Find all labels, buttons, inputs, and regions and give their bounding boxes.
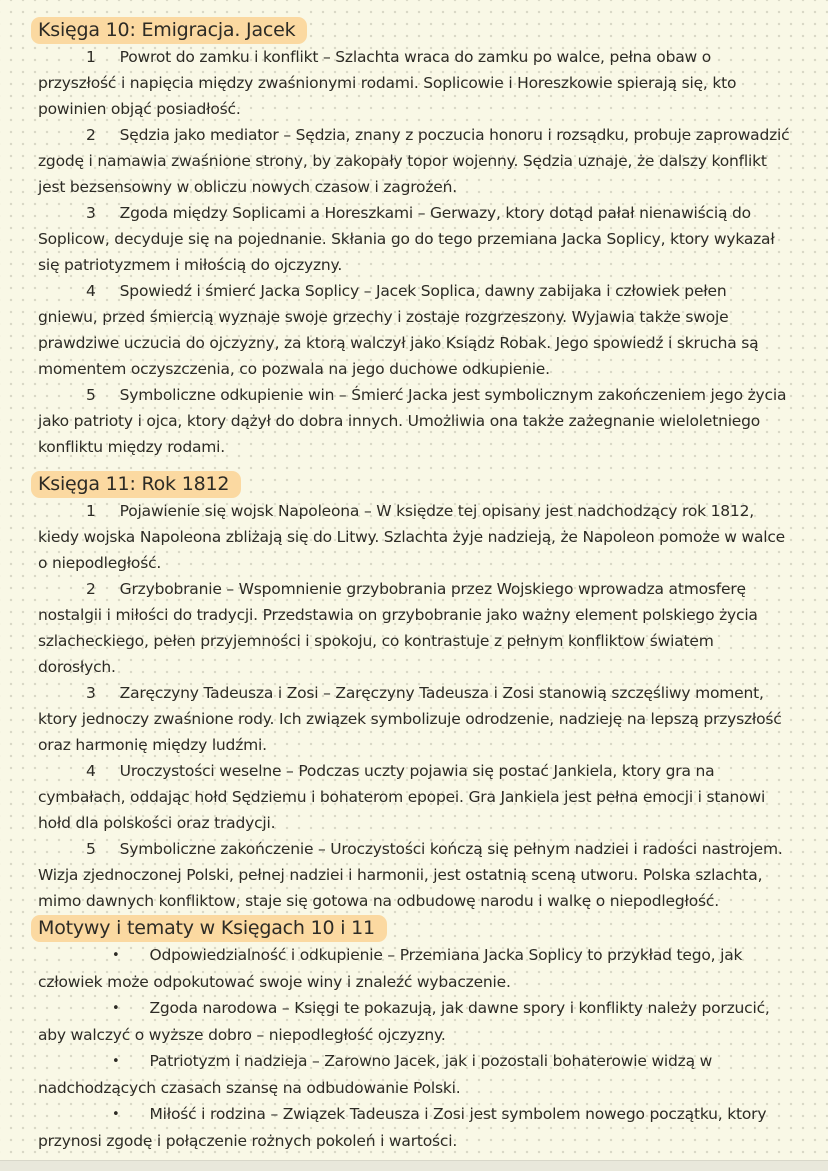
heading-highlight: Motywy i tematy w Księgach 10 i 11 bbox=[31, 915, 387, 942]
list-item bbox=[38, 278, 790, 382]
list-item bbox=[38, 200, 790, 278]
section-motywy-i-tematy bbox=[38, 914, 790, 1154]
item-text: Zaręczyny Tadeusza i Zosi – Zaręczyny Tadeusza i Zosi stanowią szczęśliwy moment, ktory jednoczy zwaśnione rody. Ich związek symbolizuje odrodzenie, nadzieję na lepszą przyszłość oraz harmonię między ludźmi. bbox=[38, 684, 782, 754]
item-text: Symboliczne odkupienie win – Śmierć Jacka jest symbolicznym zakończeniem jego życia jako patrioty i ojca, ktory dążył do dobra innych. Umożliwia ona także zażegnanie wieloletniego konfliktu między rodami. bbox=[38, 386, 787, 456]
item-number: 1 bbox=[86, 48, 96, 66]
item-number: 3 bbox=[86, 204, 96, 222]
item-number: 5 bbox=[86, 840, 96, 858]
item-text: Miłość i rodzina – Związek Tadeusza i Zosi jest symbolem nowego początku, ktory przynosi zgodę i połączenie rożnych pokoleń i wartości. bbox=[38, 1105, 767, 1150]
bullet-marker: • bbox=[112, 1107, 120, 1122]
heading-highlight: Księga 11: Rok 1812 bbox=[31, 471, 241, 498]
bullet-marker: • bbox=[112, 1001, 120, 1016]
item-text: Powrot do zamku i konflikt – Szlachta wraca do zamku po walce, pełna obaw o przyszłość i napięcia między zwaśnionymi rodami. Soplicowie i Horeszkowie spierają się, kto powinien objąć posiadłość. bbox=[38, 48, 737, 118]
item-text: Patriotyzm i nadzieja – Zarowno Jacek, jak i pozostali bohaterowie widzą w nadchodzących czasach szansę na odbudowanie Polski. bbox=[38, 1052, 713, 1097]
item-number: 3 bbox=[86, 684, 96, 702]
section-heading bbox=[38, 470, 790, 498]
item-text: Odpowiedzialność i odkupienie – Przemiana Jacka Soplicy to przykład tego, jak człowiek może odpokutować swoje winy i znaleźć wybaczenie. bbox=[38, 946, 743, 991]
bullet-marker: • bbox=[112, 1054, 120, 1069]
item-text: Grzybobranie – Wspomnienie grzybobrania przez Wojskiego wprowadza atmosferę nostalgii i miłości do tradycji. Przedstawia on grzybobranie jako ważny element polskiego życia szlacheckiego, pełen przyjemności i spokoju, co kontrastuje z pełnym konfliktow światem dorosłych. bbox=[38, 580, 758, 676]
item-number: 1 bbox=[86, 502, 96, 520]
list-item bbox=[38, 1048, 790, 1101]
section-heading bbox=[38, 16, 790, 44]
item-text: Symboliczne zakończenie – Uroczystości kończą się pełnym nadziei i radości nastrojem. Wizja zjednoczonej Polski, pełnej nadziei i harmonii, jest ostatnią sceną utworu. Polska szlachta, mimo dawnych konfliktow, staje się gotowa na odbudowę narodu i walkę o niepodległość. bbox=[38, 840, 783, 910]
item-number: 5 bbox=[86, 386, 96, 404]
section-ksiega-11 bbox=[38, 470, 790, 914]
item-text: Zgoda między Soplicami a Horeszkami – Gerwazy, ktory dotąd pałał nienawiścią do Soplicow, decyduje się na pojednanie. Skłania go do tego przemiana Jacka Soplicy, ktory wykazał się patriotyzmem i miłością do ojczyzny. bbox=[38, 204, 775, 274]
item-number: 2 bbox=[86, 126, 96, 144]
list-item bbox=[38, 122, 790, 200]
bullet-marker: • bbox=[112, 948, 120, 963]
section-ksiega-10 bbox=[38, 16, 790, 460]
list-item bbox=[38, 680, 790, 758]
list-item bbox=[38, 995, 790, 1048]
item-text: Uroczystości weselne – Podczas uczty pojawia się postać Jankiela, ktory gra na cymbałach, oddając hołd Sędziemu i bohaterom epopei. Gra Jankiela jest pełna emocji i stanowi hołd dla polskości oraz tradycji. bbox=[38, 762, 766, 832]
list-item bbox=[38, 1101, 790, 1154]
list-item bbox=[38, 498, 790, 576]
section-heading bbox=[38, 914, 790, 942]
item-text: Sędzia jako mediator – Sędzia, znany z poczucia honoru i rozsądku, probuje zaprowadzić zgodę i namawia zwaśnione strony, by zakopały topor wojenny. Sędzia uznaje, że dalszy konflikt jest bezsensowny w obliczu nowych czasow i zagrożeń. bbox=[38, 126, 790, 196]
list-item bbox=[38, 576, 790, 680]
item-text: Zgoda narodowa – Księgi te pokazują, jak dawne spory i konflikty należy porzucić, aby walczyć o wyższe dobro – niepodległość ojczyzny. bbox=[38, 999, 770, 1044]
item-number: 2 bbox=[86, 580, 96, 598]
list-item bbox=[38, 942, 790, 995]
list-item bbox=[38, 836, 790, 914]
list-item bbox=[38, 382, 790, 460]
list-item bbox=[38, 758, 790, 836]
list-item bbox=[38, 44, 790, 122]
item-text: Spowiedź i śmierć Jacka Soplicy – Jacek Soplica, dawny zabijaka i człowiek pełen gniewu, przed śmiercią wyznaje swoje grzechy i zostaje rozgrzeszony. Wyjawia także swoje prawdziwe uczucia do ojczyzny, za ktorą walczył jako Ksiądz Robak. Jego spowiedź i skrucha są momentem oczyszczenia, co pozwala na jego duchowe odkupienie. bbox=[38, 282, 759, 378]
heading-highlight: Księga 10: Emigracja. Jacek bbox=[31, 17, 307, 44]
item-number: 4 bbox=[86, 762, 96, 780]
item-number: 4 bbox=[86, 282, 96, 300]
item-text: Pojawienie się wojsk Napoleona – W księdze tej opisany jest nadchodzący rok 1812, kiedy wojska Napoleona zbliżają się do Litwy. Szlachta żyje nadzieją, że Napoleon pomoże w walce o niepodległość. bbox=[38, 502, 786, 572]
